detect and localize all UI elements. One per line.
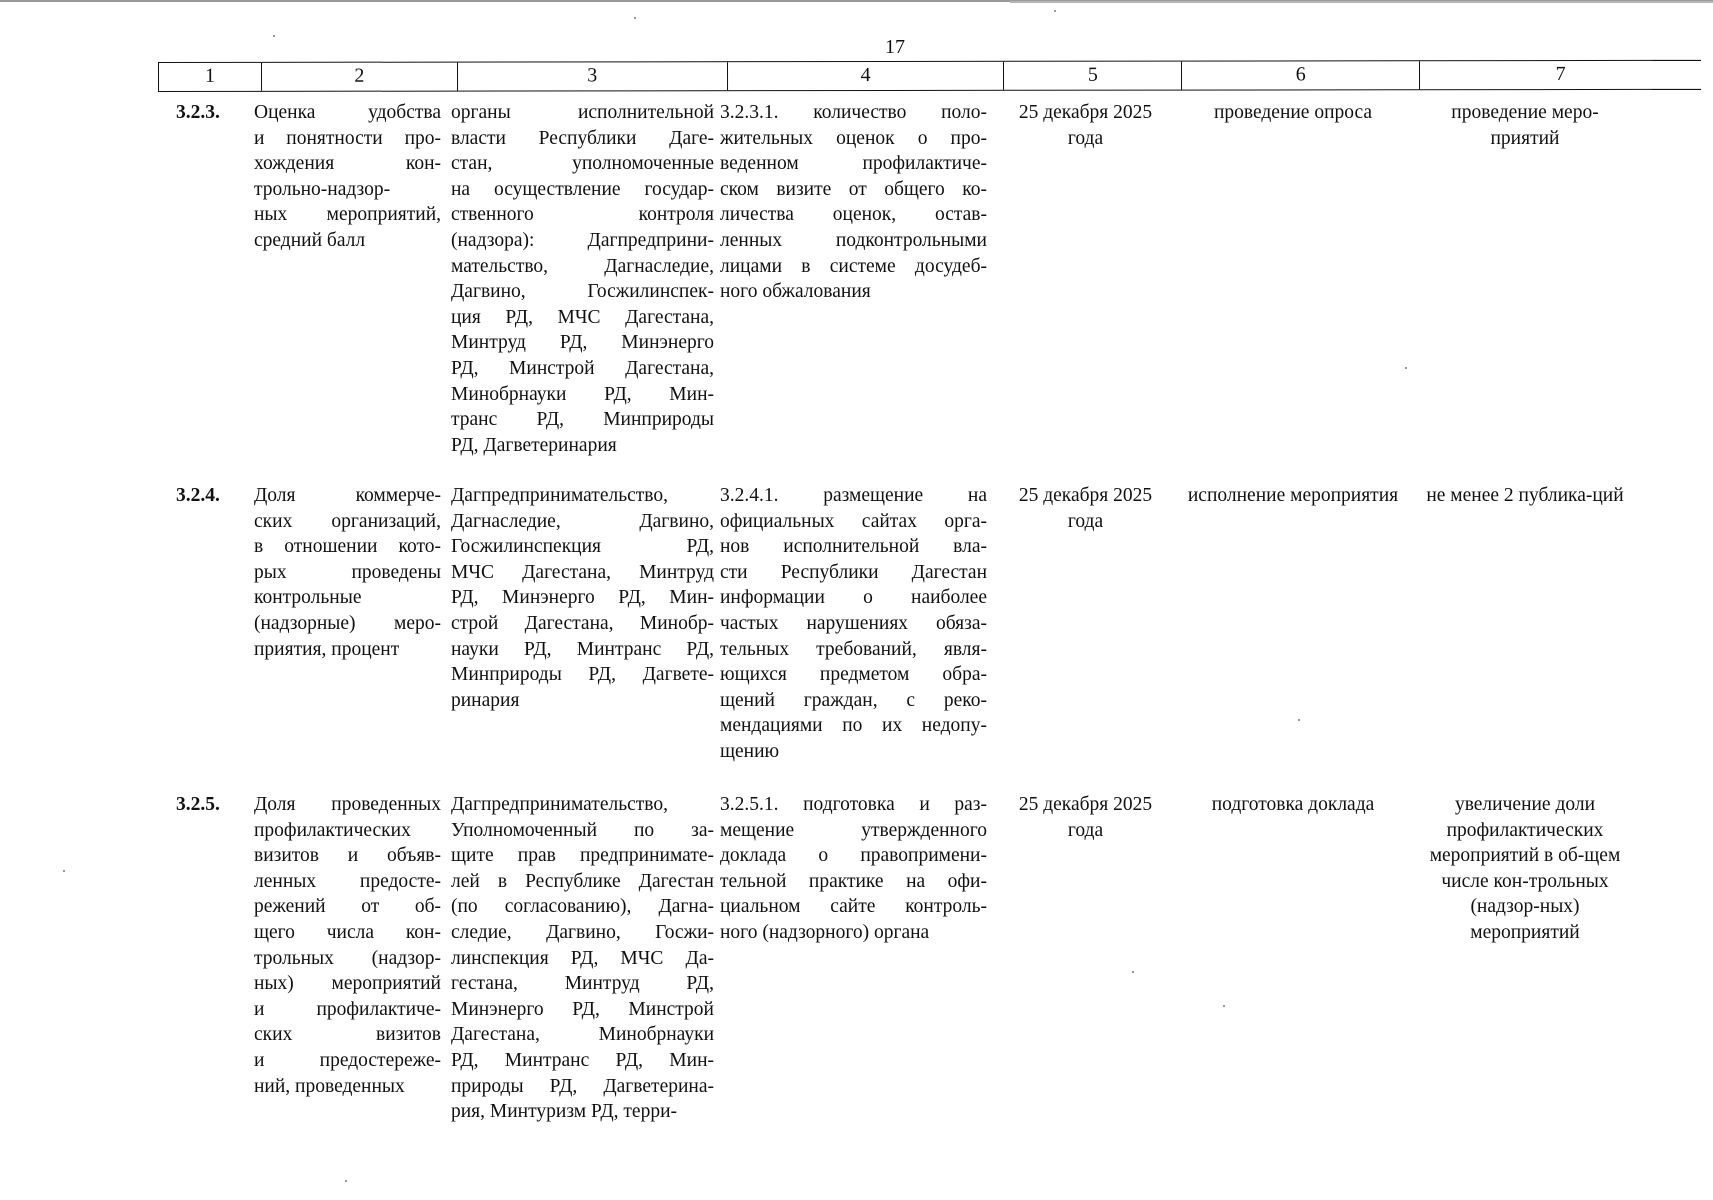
text-line: ний, проведенных xyxy=(254,1075,405,1097)
text-line: приятия, процент xyxy=(254,638,400,660)
table-header-cell: 7 xyxy=(1555,63,1566,86)
text-line: ного (надзорного) органа xyxy=(720,921,930,943)
scan-edge-line xyxy=(1010,1,1713,3)
text-line: Дагпредпринимательство, xyxy=(451,485,668,506)
text-line: (по согласованию), Дагна- xyxy=(451,896,714,918)
text-line: трольных (надзор- xyxy=(254,947,441,969)
row-number: 3.2.5. xyxy=(176,794,220,815)
text-line: следие, Дагвино, Госжи- xyxy=(451,921,714,943)
table-row xyxy=(158,792,1701,1132)
text-line: Дагнаследие, Дагвино, xyxy=(451,510,714,532)
text-line: ленных предосте- xyxy=(254,870,441,892)
deadline-text: 25 декабря 2025 года xyxy=(1018,102,1153,149)
text-line: ственного контроля xyxy=(451,204,714,226)
row-number: 3.2.4. xyxy=(176,485,220,506)
text-line: щению xyxy=(720,740,780,762)
text-line: официальных сайтах орга- xyxy=(720,510,987,532)
text-line: РД, Дагветеринария xyxy=(451,434,617,456)
text-line: Дагестана, Минобрнауки xyxy=(451,1024,714,1046)
scan-speck xyxy=(1223,1005,1225,1007)
text-line: Дагпредпринимательство, xyxy=(451,794,668,815)
text-line: частых нарушениях обяза- xyxy=(720,612,987,634)
indicator-text xyxy=(254,100,451,483)
text-line: Минприроды РД, Дагвете- xyxy=(451,664,714,686)
text-line: щите прав предпринимате- xyxy=(451,845,714,867)
text-line: (надзорные) меро- xyxy=(254,612,441,634)
text-line: Минобрнауки РД, Мин- xyxy=(451,383,714,405)
text-line: режений от об- xyxy=(254,896,441,918)
measure-text xyxy=(720,483,997,792)
text-line: Доля коммерче- xyxy=(254,485,441,506)
text-line: средний балл xyxy=(254,229,366,251)
text-line: ных мероприятий, xyxy=(254,204,441,226)
executors-text xyxy=(451,100,720,483)
text-line: МЧС Дагестана, Минтруд xyxy=(451,561,714,583)
scan-speck xyxy=(1405,367,1407,369)
text-line: Уполномоченный по за- xyxy=(451,819,714,841)
text-line: лей в Республике Дагестан xyxy=(451,870,714,892)
text-line: органы исполнительной xyxy=(451,102,714,123)
text-line: профилактических xyxy=(254,819,411,841)
text-line: и понятности про- xyxy=(254,127,441,149)
table-header-row xyxy=(158,60,1701,92)
result-text: проведение меро-приятий xyxy=(1451,102,1599,149)
scan-speck xyxy=(1054,10,1056,12)
text-line: и предостереже- xyxy=(254,1049,441,1071)
text-line: тельной практике на офи- xyxy=(720,870,987,892)
text-line: мендациями по их недопу- xyxy=(720,715,987,737)
scan-speck xyxy=(345,1180,347,1182)
text-line: сти Республики Дагестан xyxy=(720,561,987,583)
text-line: мательство, Дагнаследие, xyxy=(451,255,714,277)
text-line: Дагвино, Госжилинспек- xyxy=(451,281,714,303)
indicator-text xyxy=(254,483,451,792)
text-line: лицами в системе досудеб- xyxy=(720,255,987,277)
method-text: проведение опроса xyxy=(1213,102,1373,123)
text-line: на осуществление государ- xyxy=(451,178,714,200)
text-line: Минэнерго РД, Минстрой xyxy=(451,998,714,1020)
deadline-text: 25 декабря 2025 года xyxy=(1018,794,1153,841)
result-text: увеличение доли профилактических мероприятий в об-щем числе кон-трольных (надзор-ных) мероприятий xyxy=(1429,794,1621,943)
text-line: контрольные xyxy=(254,587,362,609)
text-line: ющихся предметом обра- xyxy=(720,664,987,686)
text-line: рых проведены xyxy=(254,561,441,583)
text-line: ленных подконтрольными xyxy=(720,229,987,251)
text-line: ция РД, МЧС Дагестана, xyxy=(451,306,714,328)
text-line: информации о наиболее xyxy=(720,587,987,609)
table-header-cell: 4 xyxy=(728,62,1005,90)
text-line: Госжилинспекция РД, xyxy=(451,536,714,558)
text-line: визитов и объяв- xyxy=(254,845,441,867)
text-line: 3.2.5.1. подготовка и раз- xyxy=(720,794,987,815)
text-line: РД, Минтранс РД, Мин- xyxy=(451,1049,714,1071)
table-header-cell: 1 xyxy=(159,63,262,91)
text-line: веденном профилактиче- xyxy=(720,153,987,175)
text-line: власти Республики Даге- xyxy=(451,127,714,149)
text-line: хождения кон- xyxy=(254,153,441,175)
text-line: щего числа кон- xyxy=(254,921,441,943)
text-line: (надзора): Дагпредприни- xyxy=(451,229,714,251)
text-line: РД, Минстрой Дагестана, xyxy=(451,357,714,379)
text-line: ских организаций, xyxy=(254,510,441,532)
text-line: жительных оценок о про- xyxy=(720,127,987,149)
scan-speck xyxy=(273,35,275,37)
text-line: ных) мероприятий xyxy=(254,973,441,995)
table-body xyxy=(158,100,1701,1132)
text-line: в отношении кото- xyxy=(254,536,441,558)
method-text: исполнение мероприятия xyxy=(1187,485,1399,506)
text-line: рия, Минтуризм РД, терри- xyxy=(451,1101,677,1123)
table-header-cell: 2 xyxy=(262,63,458,91)
text-line: Доля проведенных xyxy=(254,794,441,815)
scan-speck xyxy=(1132,971,1134,973)
text-line: ских визитов xyxy=(254,1024,441,1046)
row-number: 3.2.3. xyxy=(176,102,220,123)
scan-speck xyxy=(1298,719,1300,721)
text-line: личества оценок, остав- xyxy=(720,204,987,226)
table-row xyxy=(158,483,1701,792)
measure-text xyxy=(720,792,997,1132)
executors-text xyxy=(451,792,720,1132)
scan-speck xyxy=(63,870,65,872)
text-line: 3.2.3.1. количество поло- xyxy=(720,102,987,123)
text-line: мещение утвержденного xyxy=(720,819,987,841)
text-line: ного обжалования xyxy=(720,281,871,303)
result-text: не менее 2 публика-ций xyxy=(1426,485,1624,506)
text-line: трольно-надзор- xyxy=(254,178,391,200)
page-number: 17 xyxy=(885,36,905,58)
text-line: Оценка удобства xyxy=(254,102,441,123)
text-line: циальном сайте контроль- xyxy=(720,896,987,918)
text-line: РД, Минэнерго РД, Мин- xyxy=(451,587,714,609)
text-line: щений граждан, с реко- xyxy=(720,689,987,711)
table-header-cell: 5 xyxy=(1004,62,1182,90)
text-line: строй Дагестана, Минобр- xyxy=(451,612,714,634)
text-line: Минтруд РД, Минэнерго xyxy=(451,332,714,354)
text-line: природы РД, Дагветерина- xyxy=(451,1075,714,1097)
method-text: подготовка доклада xyxy=(1211,794,1375,815)
text-line: гестана, Минтруд РД, xyxy=(451,973,714,995)
table-row xyxy=(158,100,1701,483)
text-line: и профилактиче- xyxy=(254,998,441,1020)
text-line: транс РД, Минприроды xyxy=(451,409,714,431)
measure-text xyxy=(720,100,997,483)
text-line: тельных требований, явля- xyxy=(720,638,987,660)
scan-speck xyxy=(634,17,636,19)
text-line: нов исполнительной вла- xyxy=(720,536,987,558)
text-line: стан, уполномоченные xyxy=(451,153,714,175)
text-line: ском визите от общего ко- xyxy=(720,178,987,200)
table-header-cell: 3 xyxy=(458,62,728,90)
executors-text xyxy=(451,483,720,792)
text-line: доклада о правопримени- xyxy=(720,845,987,867)
deadline-text: 25 декабря 2025 года xyxy=(1018,485,1153,532)
text-line: линспекция РД, МЧС Да- xyxy=(451,947,714,969)
text-line: 3.2.4.1. размещение на xyxy=(720,485,987,506)
text-line: ринария xyxy=(451,689,520,711)
text-line: науки РД, Минтранс РД, xyxy=(451,638,714,660)
indicator-text xyxy=(254,792,451,1132)
table-header-cell: 6 xyxy=(1182,61,1420,89)
